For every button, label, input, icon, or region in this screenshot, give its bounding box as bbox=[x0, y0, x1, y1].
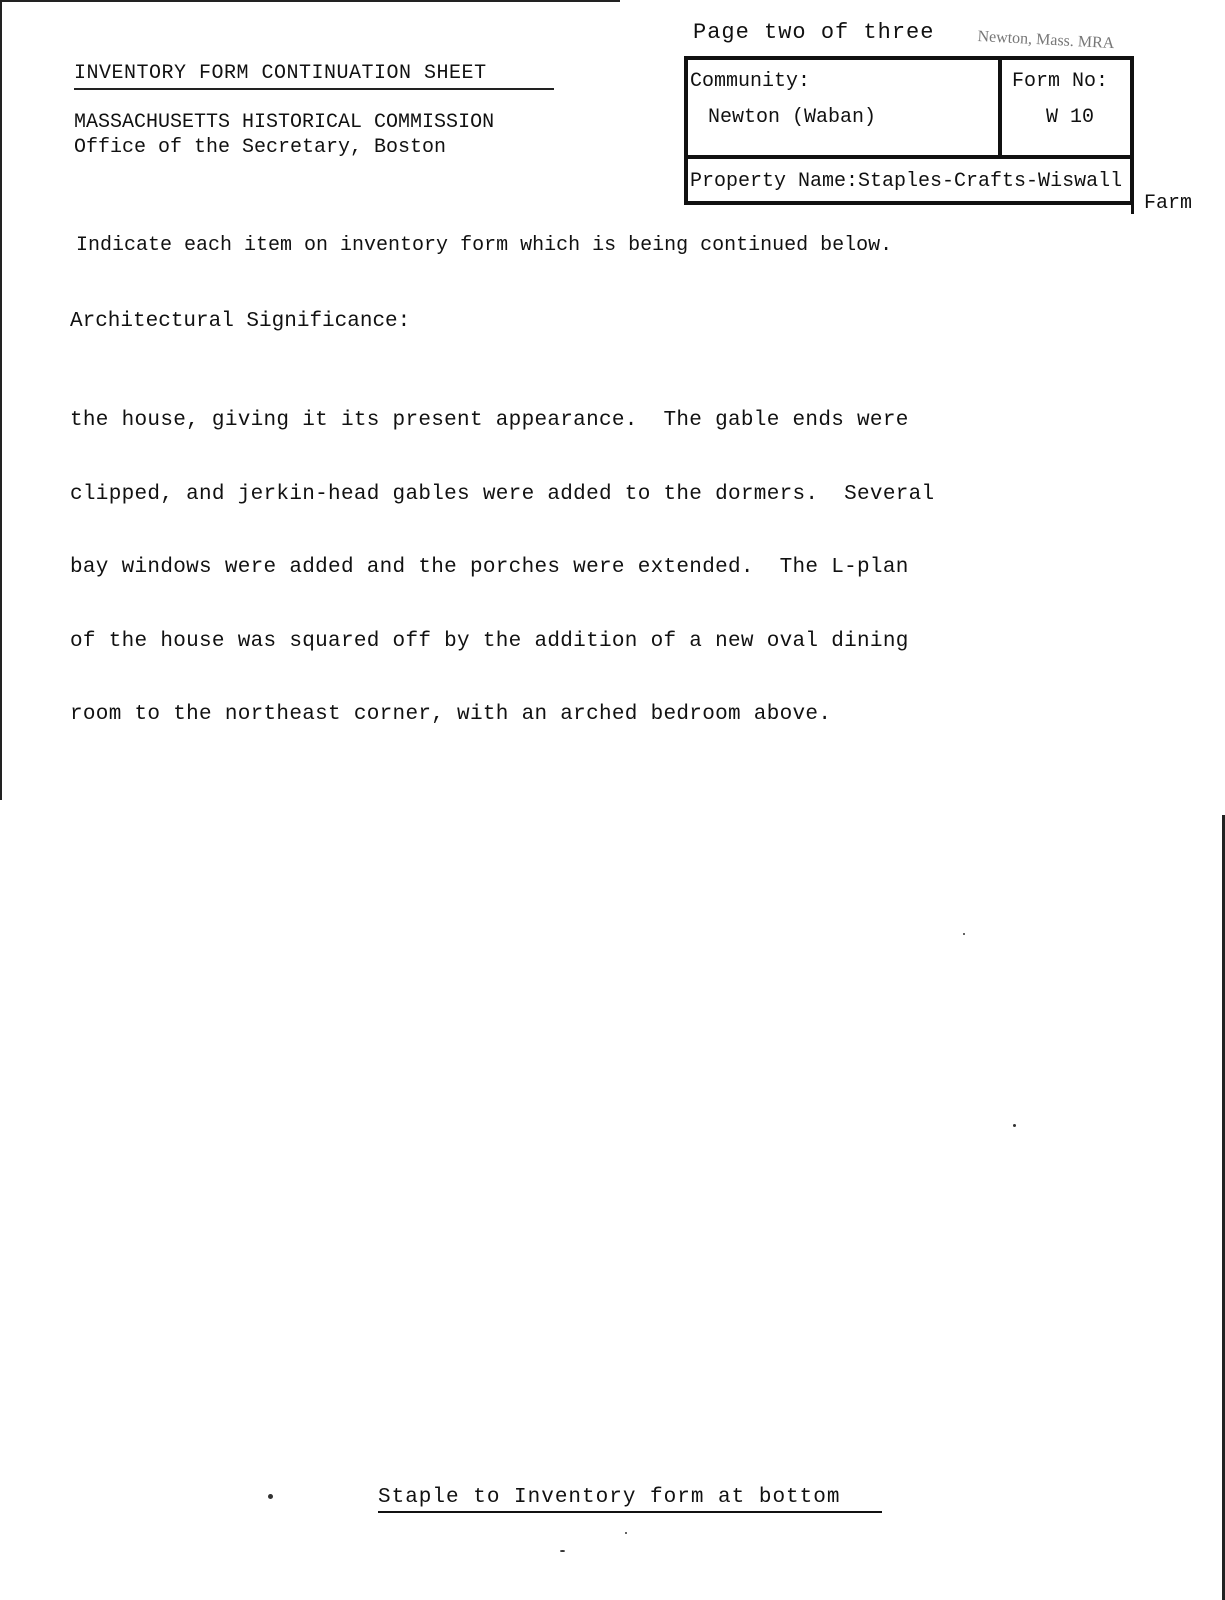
body-line: the house, giving it its present appearance. The gable ends were bbox=[70, 409, 909, 432]
scan-edge-left bbox=[0, 0, 2, 800]
header-box-tick bbox=[1131, 202, 1134, 214]
property-name-label: Property Name: bbox=[690, 170, 859, 193]
body-line: bay windows were added and the porches were extended. The L-plan bbox=[70, 556, 909, 579]
scan-speck bbox=[560, 1550, 565, 1552]
community-label: Community: bbox=[690, 70, 811, 93]
scan-speck bbox=[625, 1532, 627, 1534]
page-indicator: Page two of three bbox=[693, 20, 935, 45]
form-header-box bbox=[684, 56, 1134, 205]
property-name-overflow: Farm bbox=[1144, 192, 1193, 215]
body-line: of the house was squared off by the addition of a new oval dining bbox=[70, 629, 909, 653]
agency-name: MASSACHUSETTS HISTORICAL COMMISSION bbox=[74, 111, 495, 134]
scan-speck bbox=[1013, 1124, 1016, 1127]
agency-office: Office of the Secretary, Boston bbox=[74, 136, 447, 159]
section-heading: Architectural Significance: bbox=[70, 310, 411, 333]
community-value: Newton (Waban) bbox=[708, 106, 877, 129]
mra-stamp: Newton, Mass. MRA bbox=[977, 28, 1115, 53]
instruction-text: Indicate each item on inventory form which is being continued below. bbox=[76, 234, 893, 257]
form-no-value: W 10 bbox=[1046, 106, 1095, 129]
body-line: room to the northeast corner, with an arched bedroom above. bbox=[70, 703, 832, 726]
property-name-value: Staples-Crafts-Wiswall bbox=[858, 170, 1123, 193]
section-body bbox=[70, 360, 934, 777]
scan-edge-top bbox=[0, 0, 620, 2]
body-line: clipped, and jerkin-head gables were added to the dormers. Several bbox=[70, 482, 935, 506]
scan-speck bbox=[268, 1494, 273, 1499]
footer-instruction: Staple to Inventory form at bottom bbox=[378, 1486, 882, 1513]
form-no-label: Form No: bbox=[1012, 70, 1109, 93]
header-box-vertical-divider bbox=[998, 60, 1002, 155]
scan-speck bbox=[963, 933, 965, 935]
header-box-horizontal-divider bbox=[688, 155, 1130, 159]
property-name-row bbox=[690, 170, 1122, 193]
agency-block bbox=[74, 110, 494, 160]
form-title: INVENTORY FORM CONTINUATION SHEET bbox=[74, 62, 554, 90]
